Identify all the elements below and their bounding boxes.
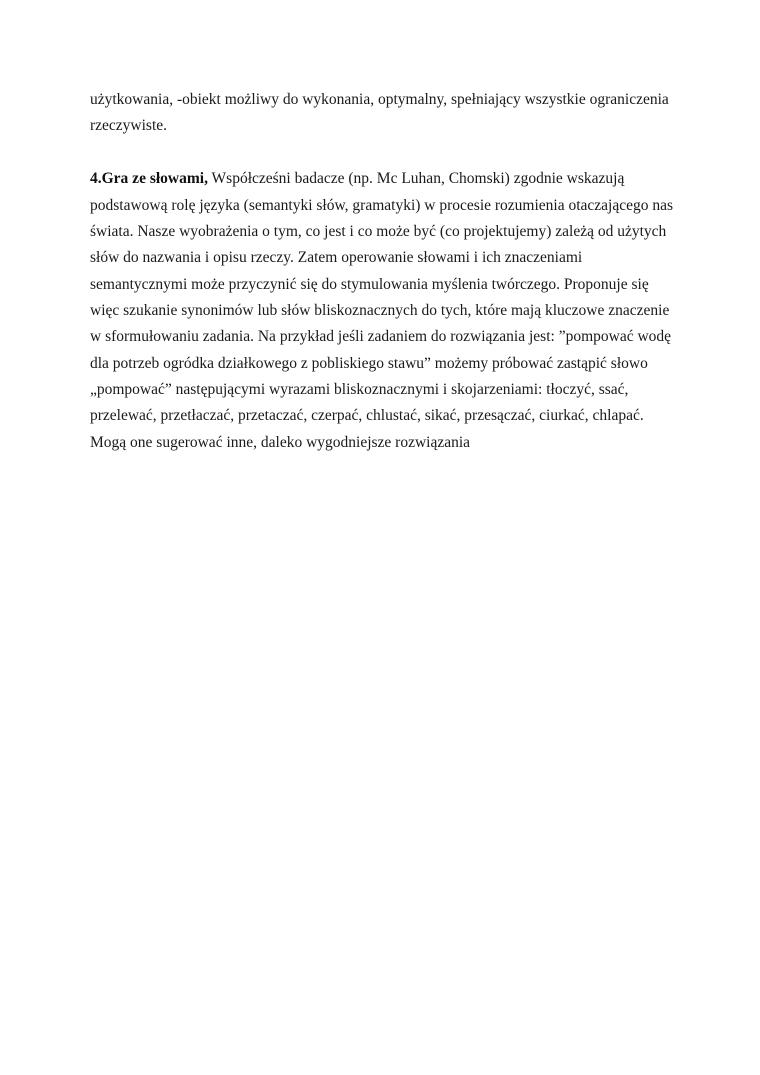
section-heading: 4.Gra ze słowami, [90,170,208,187]
paragraph-1-line-1: użytkowania, -obiekt możliwy do wykonania, optymalny, spełniający wszystkie ograniczenia [90,91,669,108]
paragraph-2-line-6: więc szukanie synonimów lub słów bliskoznacznych do tych, które mają kluczowe znaczenie [90,302,670,319]
paragraph-2-line-3: świata. Nasze wyobrażenia o tym, co jest i co może być (co projektujemy) zależą od użytych [90,223,667,240]
paragraph-1-line-2: rzeczywiste. [90,117,168,134]
paragraph-2-line-8: dla potrzeb ogródka działkowego z pobliskiego stawu” możemy próbować zastąpić słowo [90,355,648,372]
paragraph-2-line-2: podstawową rolę języka (semantyki słów, gramatyki) w procesie rozumienia otaczającego nas [90,197,674,214]
paragraph-2-line-1-text: Współcześni badacze (np. Mc Luhan, Chomski) zgodnie wskazują [207,170,625,187]
paragraph-2-line-4: słów do nazwania i opisu rzeczy. Zatem operowanie słowami i ich znaczeniami [90,249,583,266]
paragraph-2-line-1 [90,169,680,189]
paragraph-2-line-11: Mogą one sugerować inne, daleko wygodniejsze rozwiązania [90,434,471,451]
paragraph-2-line-7: w sformułowaniu zadania. Na przykład jeśli zadaniem do rozwiązania jest: ”pompować wodę [90,328,672,345]
paragraph-2-line-10: przelewać, przetłaczać, przetaczać, czerpać, chlustać, sikać, przesączać, ciurkać, chlapać. [90,407,644,424]
paragraph-2-line-5: semantycznymi może przyczynić się do stymulowania myślenia twórczego. Proponuje się [90,276,649,293]
paragraph-2-line-9: „pompować” następującymi wyrazami bliskoznacznymi i skojarzeniami: tłoczyć, ssać, [90,381,629,398]
